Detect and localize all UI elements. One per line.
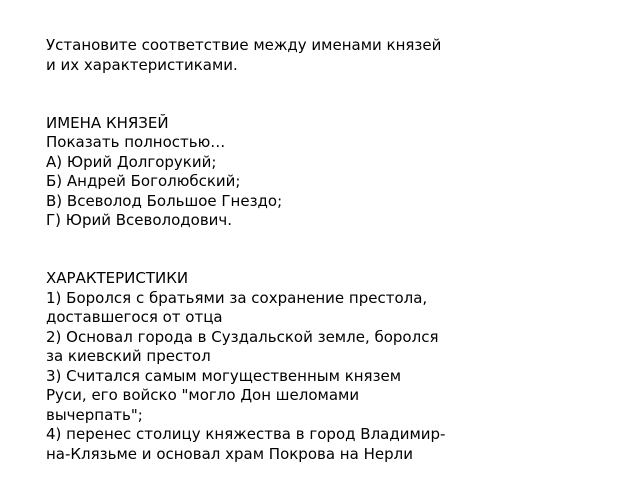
characteristic-3-line-3: вычерпать"; [46,405,143,424]
characteristic-4-line-2: на-Клязьме и основал храм Покрова на Нерли [46,444,413,463]
characteristic-1-line-2: доставшегося от отца [46,308,223,326]
characteristic-1-line-1: 1) Боролся с братьями за сохранение престола, [46,288,428,307]
characteristic-2-line-1: 2) Основал города в Суздальской земле, боролся [46,327,439,346]
name-item-b: Б) Андрей Боголюбский; [46,172,241,190]
characteristic-3-line-2: Руси, его войско "могло Дон шеломами [46,386,360,404]
task-instruction-line-2: и их характеристиками. [46,55,238,74]
document-page [46,36,616,464]
name-item-v: В) Всеволод Большое Гнездо; [46,191,283,210]
characteristic-4-line-1: 4) перенес столицу княжества в город Владимир- [46,425,446,443]
characteristic-2-line-2: за киевский престол [46,347,211,365]
characteristic-3-line-1: 3) Считался самым могущественным князем [46,366,402,385]
name-item-a: А) Юрий Долгорукий; [46,152,217,171]
show-all-link[interactable]: Показать полностью… [46,133,226,151]
spacer [46,250,616,270]
spacer [46,231,616,250]
name-item-g: Г) Юрий Всеволодович. [46,211,233,229]
characteristics-heading: ХАРАКТЕРИСТИКИ [46,269,189,287]
spacer [46,94,616,114]
spacer [46,75,616,94]
task-instruction-line-1: Установите соответствие между именами князей [46,36,442,54]
names-heading: ИМЕНА КНЯЗЕЙ [46,113,169,132]
